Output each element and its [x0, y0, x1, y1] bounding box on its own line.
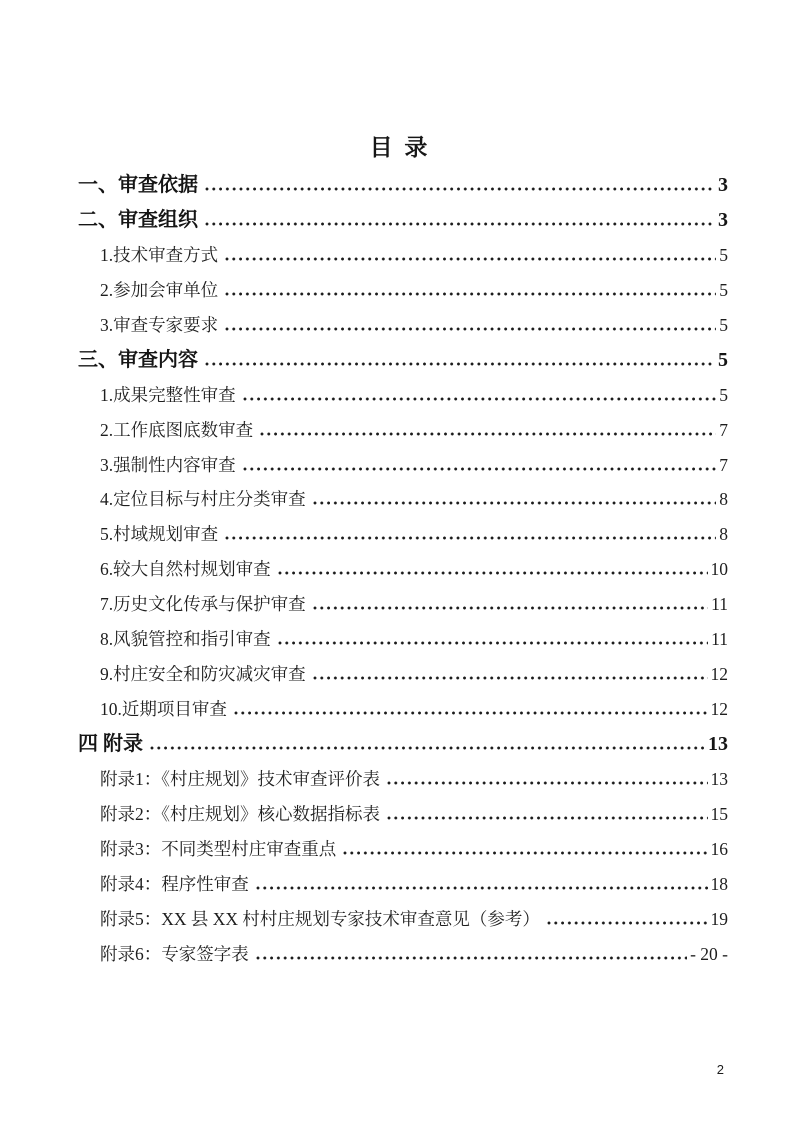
- toc-entry-label: 9.村庄安全和防灾减灾审查: [100, 664, 306, 685]
- toc-entry-label: 7.历史文化传承与保护审查: [100, 594, 306, 615]
- toc-entry-page: 12: [710, 664, 728, 685]
- toc-entry-label: 附录1：《村庄规划》技术审查评价表: [100, 768, 380, 789]
- dot-leader: [313, 676, 708, 680]
- toc-entry-page: - 20 -: [690, 943, 728, 964]
- toc-entry-page: 10: [710, 559, 728, 580]
- toc-entry[interactable]: [78, 308, 728, 343]
- toc-entry-page: 7: [719, 454, 728, 475]
- toc-entry-label: 附录2：《村庄规划》核心数据指标表: [100, 803, 380, 824]
- toc-entry[interactable]: [78, 378, 728, 413]
- toc-entry-page: 7: [719, 419, 728, 440]
- toc-entry-label: 6.较大自然村规划审查: [100, 559, 271, 580]
- dot-leader: [225, 536, 716, 540]
- toc-entry[interactable]: [78, 587, 728, 622]
- toc-entry-page: 19: [710, 908, 728, 929]
- toc-entry-label: 附录5：XX 县 XX 村村庄规划专家技术审查意见（参考）: [100, 908, 540, 929]
- toc-entry[interactable]: [78, 657, 728, 692]
- toc-entry[interactable]: [78, 273, 728, 308]
- page-title: 目 录: [369, 135, 431, 160]
- dot-leader: [278, 641, 709, 645]
- toc-entry-label: 3.强制性内容审查: [100, 454, 236, 475]
- toc-entry[interactable]: [78, 622, 728, 657]
- toc-entry-page: 13: [708, 733, 728, 755]
- toc-entry-page: 5: [719, 279, 728, 300]
- dot-leader: [313, 501, 717, 505]
- toc-entry[interactable]: [78, 762, 728, 797]
- dot-leader: [343, 851, 707, 855]
- toc-entry[interactable]: [78, 902, 728, 937]
- toc-entry[interactable]: [78, 238, 728, 273]
- toc-entry-label: 4.定位目标与村庄分类审查: [100, 489, 306, 510]
- dot-leader: [256, 956, 687, 960]
- toc-entry-label: 附录6：专家签字表: [100, 943, 249, 964]
- toc-entry-page: 3: [718, 208, 728, 231]
- dot-leader: [225, 292, 716, 296]
- dot-leader: [243, 397, 717, 401]
- dot-leader: [260, 432, 716, 436]
- toc-entry[interactable]: [78, 517, 728, 552]
- toc-entry-page: 18: [710, 873, 728, 894]
- toc-entry[interactable]: [78, 692, 728, 727]
- toc-entry-label: 1.技术审查方式: [100, 244, 219, 265]
- toc-entry-label: 附录3：不同类型村庄审查重点: [100, 838, 337, 859]
- toc-entry-label: 附录4：程序性审查: [100, 873, 249, 894]
- toc-entry[interactable]: [78, 448, 728, 483]
- toc-entry-label: 2.参加会审单位: [100, 279, 219, 300]
- toc-entry-page: 8: [719, 489, 728, 510]
- toc-entry-page: 5: [719, 314, 728, 335]
- dot-leader: [243, 467, 717, 471]
- dot-leader: [387, 816, 708, 820]
- toc-entry-page: 5: [719, 384, 728, 405]
- toc-entry-label: 5.村域规划审查: [100, 524, 219, 545]
- toc-entry-label: 三、审查内容: [78, 348, 198, 371]
- toc-list: [78, 168, 728, 972]
- dot-leader: [205, 362, 715, 366]
- dot-leader: [234, 711, 708, 715]
- toc-entry[interactable]: [78, 413, 728, 448]
- toc-entry-label: 四 附录: [78, 733, 143, 755]
- toc-entry[interactable]: [78, 937, 728, 972]
- dot-leader: [387, 781, 708, 785]
- toc-entry[interactable]: [78, 727, 728, 762]
- toc-entry-page: 3: [718, 174, 728, 196]
- toc-entry-page: 15: [710, 803, 728, 824]
- dot-leader: [278, 571, 708, 575]
- footer-page-number: 2: [716, 1062, 724, 1077]
- dot-leader: [205, 222, 715, 226]
- toc-entry-label: 10.近期项目审查: [100, 699, 227, 720]
- toc-entry[interactable]: [78, 203, 728, 238]
- toc-entry-page: 8: [719, 524, 728, 545]
- toc-entry[interactable]: [78, 343, 728, 378]
- toc-entry[interactable]: [78, 552, 728, 587]
- toc-entry[interactable]: [78, 832, 728, 867]
- toc-entry-page: 16: [710, 838, 728, 859]
- toc-entry-label: 3.审查专家要求: [100, 314, 219, 335]
- toc-entry-page: 13: [710, 768, 728, 789]
- toc-entry-page: 11: [711, 629, 728, 650]
- toc-entry[interactable]: [78, 168, 728, 203]
- dot-leader: [225, 327, 716, 331]
- dot-leader: [225, 257, 716, 261]
- toc-entry-page: 5: [718, 348, 728, 371]
- toc-entry-label: 一、审查依据: [78, 174, 198, 196]
- toc-entry[interactable]: [78, 797, 728, 832]
- dot-leader: [256, 886, 708, 890]
- toc-entry-label: 二、审查组织: [78, 208, 198, 231]
- toc-entry-label: 1.成果完整性审查: [100, 384, 236, 405]
- toc-entry-page: 12: [710, 699, 728, 720]
- dot-leader: [313, 606, 709, 610]
- toc-entry-page: 5: [719, 244, 728, 265]
- toc-entry-label: 8.风貌管控和指引审查: [100, 629, 271, 650]
- toc-entry[interactable]: [78, 482, 728, 517]
- dot-leader: [205, 187, 715, 191]
- dot-leader: [150, 746, 705, 750]
- toc-entry-page: 11: [711, 594, 728, 615]
- toc-entry-label: 2.工作底图底数审查: [100, 419, 254, 440]
- toc-entry[interactable]: [78, 867, 728, 902]
- dot-leader: [547, 921, 708, 925]
